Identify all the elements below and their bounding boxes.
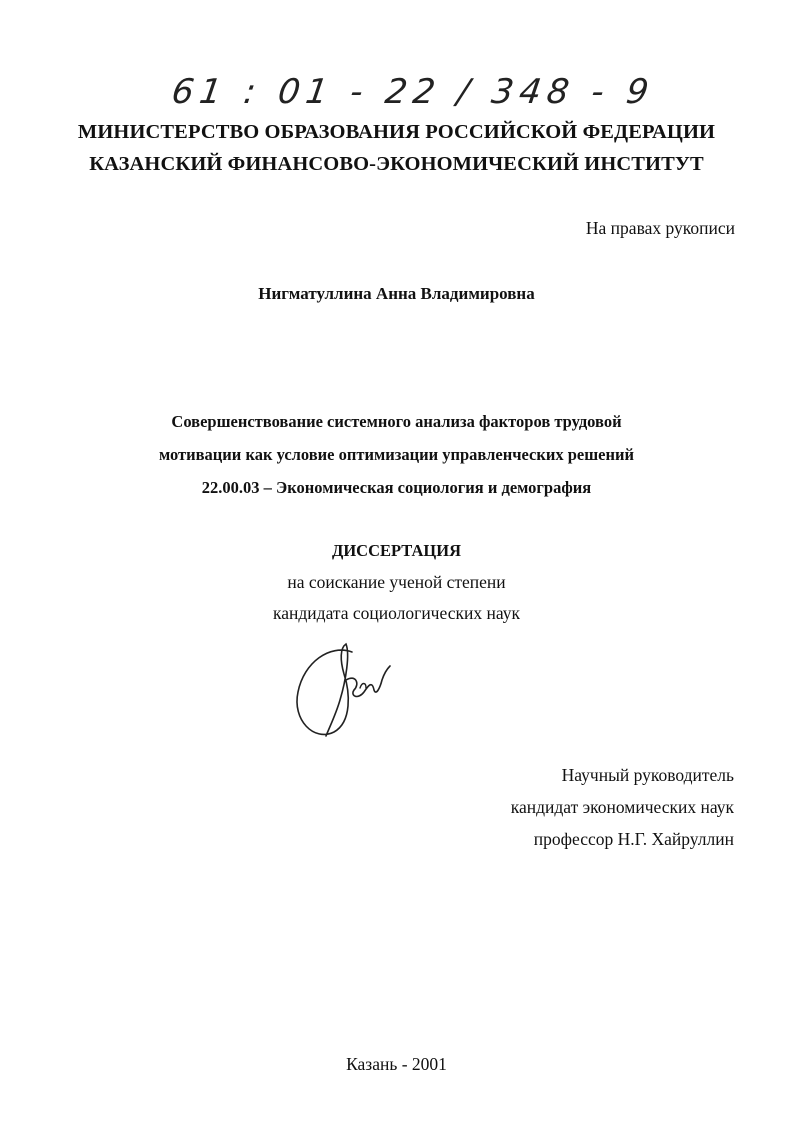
- author-name: Нигматуллина Анна Владимировна: [258, 284, 535, 303]
- dissertation-title-line-2: мотивации как условие оптимизации управленческих решений: [158, 445, 635, 464]
- degree-line-2: кандидата социологических наук: [273, 603, 520, 623]
- city-year: Казань - 2001: [346, 1054, 447, 1074]
- dissertation-title-line-1: Совершенствование системного анализа факторов трудовой: [171, 412, 622, 431]
- handwritten-archive-code: 61 : 01 - 22 / 348 - 9: [169, 72, 658, 112]
- degree-line-1: на соискание ученой степени: [287, 572, 506, 592]
- specialty-code-line: 22.00.03 – Экономическая социология и демография: [201, 478, 592, 497]
- signature-image: [290, 640, 405, 745]
- document-type: ДИССЕРТАЦИЯ: [332, 541, 461, 560]
- supervisor-degree: кандидат экономических наук: [510, 797, 734, 817]
- supervisor-name: профессор Н.Г. Хайруллин: [533, 829, 734, 849]
- ministry-heading: МИНИСТЕРСТВО ОБРАЗОВАНИЯ РОССИЙСКОЙ ФЕДЕРАЦИИ: [77, 121, 716, 143]
- manuscript-note: На правах рукописи: [585, 218, 735, 238]
- institute-heading: КАЗАНСКИЙ ФИНАНСОВО-ЭКОНОМИЧЕСКИЙ ИНСТИТУТ: [89, 153, 704, 175]
- supervisor-role: Научный руководитель: [561, 765, 734, 785]
